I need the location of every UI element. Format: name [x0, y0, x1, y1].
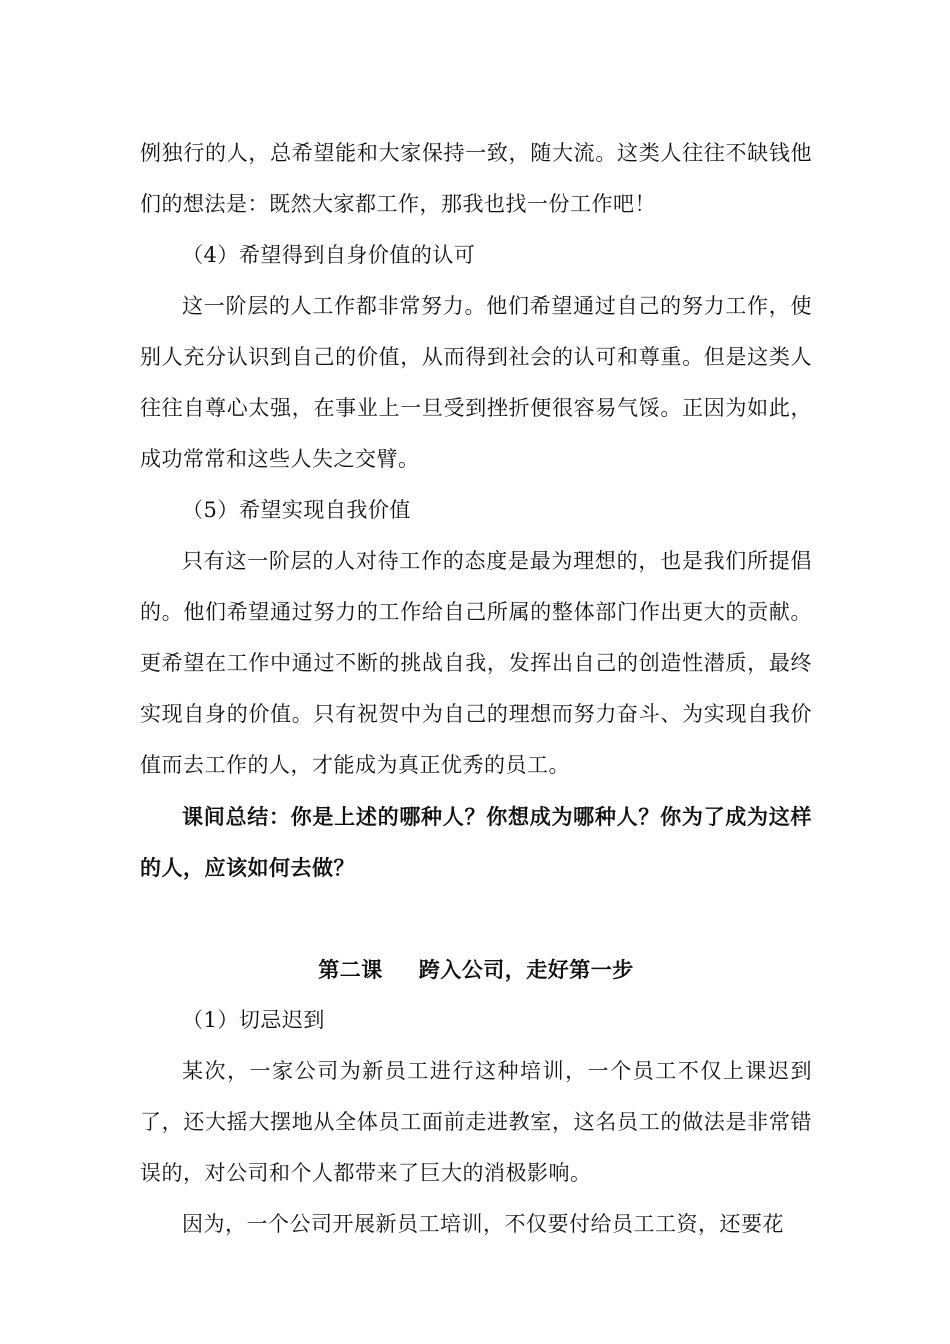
- section-heading-1: （1）切忌迟到: [182, 1008, 325, 1032]
- lesson-name: 跨入公司，走好第一步: [418, 957, 634, 982]
- paragraph-recognition: 这一阶层的人工作都非常努力。他们希望通过自己的努力工作，使别人充分认识到自己的价值，从而得到社会的认可和尊重。但是这类人往往自尊心太强，在事业上一旦受到挫折便很容易气馁。正因为如此，成功常常和这些人失之交臂。: [140, 294, 812, 471]
- section-heading-5: （5）希望实现自我价值: [182, 498, 411, 522]
- lesson-title: [140, 944, 812, 995]
- paragraph-self-realization: 只有这一阶层的人对待工作的态度是最为理想的，也是我们所提倡的。他们希望通过努力的工作给自己所属的整体部门作出更大的贡献。更希望在工作中通过不断的挑战自我，发挥出自己的创造性潜质，最终实现自身的价值。只有祝贺中为自己的理想而努力奋斗、为实现自我价值而去工作的人，才能成为真正优秀的员工。: [140, 549, 812, 777]
- section-heading-4: （4）希望得到自身价值的认可: [182, 243, 476, 267]
- lesson-number: 第二课: [318, 957, 383, 982]
- document-body: [140, 128, 812, 1250]
- class-summary: 课间总结：你是上述的哪种人？你想成为哪种人？你为了成为这样的人，应该如何去做？: [140, 804, 812, 880]
- paragraph-training-cost: 因为，一个公司开展新员工培训，不仅要付给员工工资，还要花: [182, 1212, 784, 1236]
- paragraph-late-example: 某次，一家公司为新员工进行这种培训，一个员工不仅上课迟到了，还大摇大摆地从全体员工面前走进教室，这名员工的做法是非常错误的，对公司和个人都带来了巨大的消极影响。: [140, 1059, 812, 1185]
- paragraph-continuation: 例独行的人，总希望能和大家保持一致，随大流。这类人往往不缺钱他们的想法是：既然大家都工作，那我也找一份工作吧！: [140, 141, 812, 216]
